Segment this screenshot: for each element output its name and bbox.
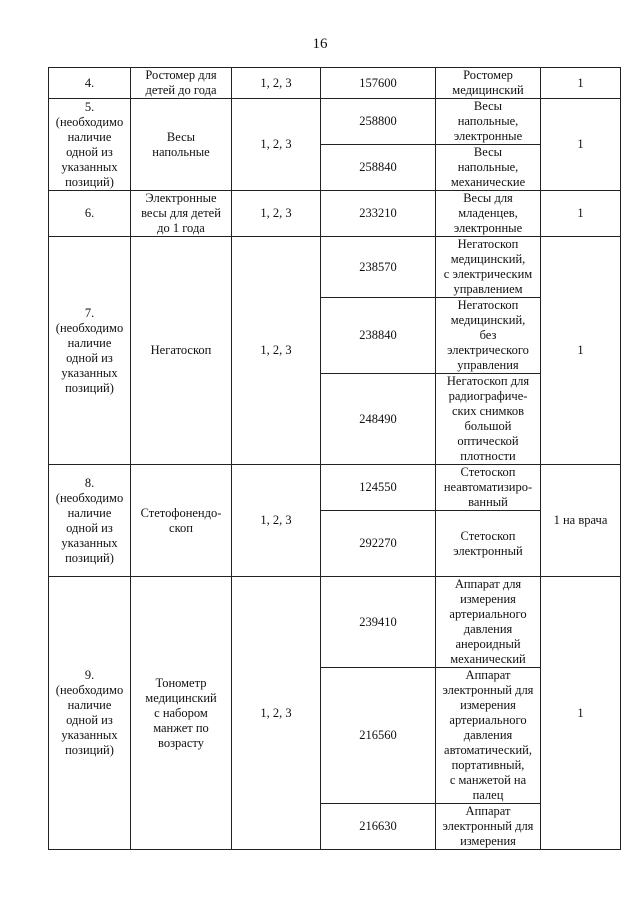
item-desc-cell: Аппарат для измерения артериального давления анероидный механический bbox=[436, 577, 541, 668]
row-number-cell: 8. (необходимо наличие одной из указанных позиций) bbox=[49, 465, 131, 577]
item-desc-cell: Весы для младенцев, электронные bbox=[436, 191, 541, 237]
item-code-cell: 238840 bbox=[321, 298, 436, 374]
item-desc-cell: Весы напольные, механические bbox=[436, 145, 541, 191]
item-desc-cell: Стетоскоп неавтоматизиро- ванный bbox=[436, 465, 541, 511]
item-code-cell: 238570 bbox=[321, 237, 436, 298]
unit-codes-cell: 1, 2, 3 bbox=[232, 577, 321, 850]
page-number: 16 bbox=[312, 36, 328, 52]
equipment-name-cell: Стетофонендо- скоп bbox=[131, 465, 232, 577]
unit-codes-cell: 1, 2, 3 bbox=[232, 68, 321, 99]
unit-codes-cell: 1, 2, 3 bbox=[232, 465, 321, 577]
equipment-table bbox=[48, 67, 621, 850]
item-desc-cell: Стетоскоп электронный bbox=[436, 511, 541, 577]
row-number-cell: 7. (необходимо наличие одной из указанных позиций) bbox=[49, 237, 131, 465]
item-code-cell: 124550 bbox=[321, 465, 436, 511]
quantity-cell: 1 на врача bbox=[541, 465, 621, 577]
item-code-cell: 258800 bbox=[321, 99, 436, 145]
item-desc-cell: Негатоскоп медицинский, без электрического управления bbox=[436, 298, 541, 374]
item-code-cell: 292270 bbox=[321, 511, 436, 577]
item-desc-cell: Весы напольные, электронные bbox=[436, 99, 541, 145]
item-code-cell: 157600 bbox=[321, 68, 436, 99]
quantity-cell: 1 bbox=[541, 577, 621, 850]
table-row bbox=[49, 68, 621, 99]
equipment-name-cell: Электронные весы для детей до 1 года bbox=[131, 191, 232, 237]
item-desc-cell: Аппарат электронный для измерения артериального давления автоматический, портативный, с манжетой на палец bbox=[436, 668, 541, 804]
table-row bbox=[49, 465, 621, 511]
item-desc-cell: Негатоскоп медицинский, с электрическим управлением bbox=[436, 237, 541, 298]
item-desc-cell: Аппарат электронный для измерения bbox=[436, 804, 541, 850]
row-number-cell: 6. bbox=[49, 191, 131, 237]
table-row bbox=[49, 191, 621, 237]
quantity-cell: 1 bbox=[541, 99, 621, 191]
row-number-cell: 5. (необходимо наличие одной из указанных позиций) bbox=[49, 99, 131, 191]
item-code-cell: 216560 bbox=[321, 668, 436, 804]
item-code-cell: 216630 bbox=[321, 804, 436, 850]
unit-codes-cell: 1, 2, 3 bbox=[232, 191, 321, 237]
item-code-cell: 239410 bbox=[321, 577, 436, 668]
quantity-cell: 1 bbox=[541, 68, 621, 99]
row-number-cell: 9. (необходимо наличие одной из указанных позиций) bbox=[49, 577, 131, 850]
equipment-name-cell: Тонометр медицинский с набором манжет по возрасту bbox=[131, 577, 232, 850]
item-code-cell: 248490 bbox=[321, 374, 436, 465]
item-code-cell: 233210 bbox=[321, 191, 436, 237]
row-number-cell: 4. bbox=[49, 68, 131, 99]
table-row bbox=[49, 99, 621, 145]
equipment-name-cell: Весы напольные bbox=[131, 99, 232, 191]
quantity-cell: 1 bbox=[541, 237, 621, 465]
table-row bbox=[49, 577, 621, 668]
item-desc-cell: Негатоскоп для радиографиче- ских снимков большой оптической плотности bbox=[436, 374, 541, 465]
equipment-name-cell: Ростомер для детей до года bbox=[131, 68, 232, 99]
quantity-cell: 1 bbox=[541, 191, 621, 237]
equipment-name-cell: Негатоскоп bbox=[131, 237, 232, 465]
item-desc-cell: Ростомер медицинский bbox=[436, 68, 541, 99]
unit-codes-cell: 1, 2, 3 bbox=[232, 237, 321, 465]
table-row bbox=[49, 237, 621, 298]
item-code-cell: 258840 bbox=[321, 145, 436, 191]
unit-codes-cell: 1, 2, 3 bbox=[232, 99, 321, 191]
